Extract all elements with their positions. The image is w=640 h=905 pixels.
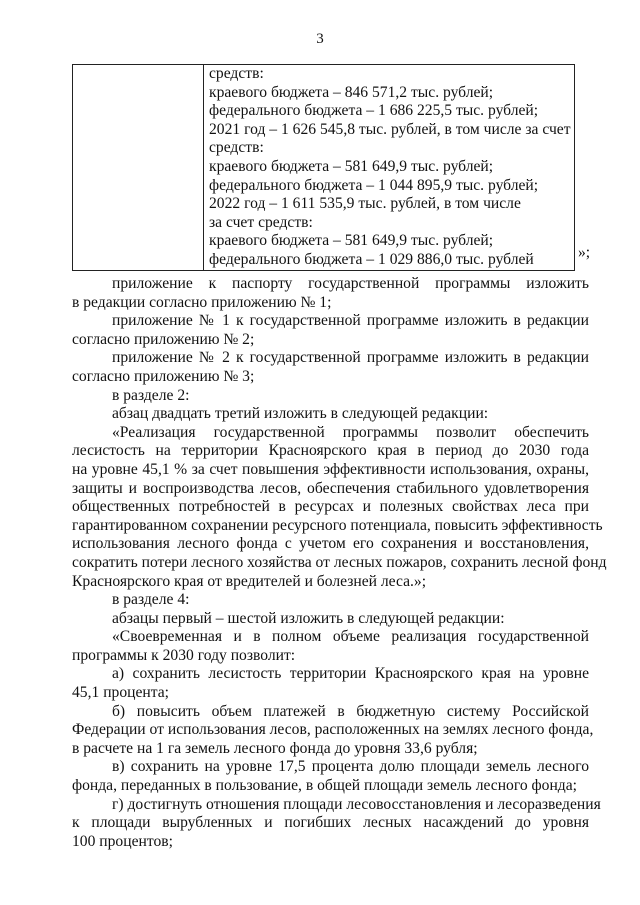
text-line: г) достигнуть отношения площади лесовосстановления и лесоразведения xyxy=(112,795,601,813)
text-line: в разделе 4: xyxy=(112,591,190,609)
text-line: абзацы первый – шестой изложить в следующей редакции: xyxy=(112,609,505,627)
text-line: 100 процентов; xyxy=(72,832,173,850)
text-line: общественных потребностей в ресурсах и полезных свойствах леса при xyxy=(72,498,589,516)
text-line: б) повысить объем платежей в бюджетную систему Российской xyxy=(112,702,589,720)
text-line: Красноярского края от вредителей и болезней леса.»; xyxy=(72,572,427,590)
text-line: согласно приложению № 2; xyxy=(72,330,255,348)
table-right-cell xyxy=(204,65,575,271)
document-body xyxy=(72,275,607,851)
table-line: федерального бюджета – 1 044 895,9 тыс. рублей; xyxy=(209,176,539,194)
table-line: за счет средств: xyxy=(209,213,313,231)
text-line: к площади вырубленных и погибших лесных насаждений до уровня xyxy=(72,814,589,832)
table-line: краевого бюджета – 846 571,2 тыс. рублей; xyxy=(209,83,494,101)
text-line: Федерации от использования лесов, расположенных на землях лесного фонда, xyxy=(72,721,594,739)
text-line: использования лесного фонда с учетом его сохранения и восстановления, xyxy=(72,535,589,553)
text-line: защиты и воспроизводства лесов, обеспечения стабильного удовлетворения xyxy=(72,479,589,497)
table-closing-quote: »; xyxy=(578,244,591,261)
text-line: приложение к паспорту государственной программы изложить xyxy=(112,275,589,292)
text-line: сократить потери лесного хозяйства от лесных пожаров, сохранить лесной фонд xyxy=(72,553,607,571)
table-line: средств: xyxy=(209,139,264,157)
text-line: гарантированном сохранении ресурсного потенциала, повысить эффективность xyxy=(72,516,603,534)
table-line: средств: xyxy=(209,65,264,82)
table-line: 2022 год – 1 611 535,9 тыс. рублей, в том числе xyxy=(209,195,521,213)
text-line: в редакции согласно приложению № 1; xyxy=(72,293,332,311)
text-line: приложение № 1 к государственной программе изложить в редакции xyxy=(112,312,589,330)
table-left-cell xyxy=(73,65,204,271)
text-line: приложение № 2 к государственной программе изложить в редакции xyxy=(112,349,589,367)
text-line: в разделе 2: xyxy=(112,386,190,404)
table-line: федерального бюджета – 1 029 886,0 тыс. рублей xyxy=(209,250,534,268)
text-line: «Реализация государственной программы позволит обеспечить xyxy=(112,423,589,441)
table-line: краевого бюджета – 581 649,9 тыс. рублей; xyxy=(209,157,494,175)
table-line: 2021 год – 1 626 545,8 тыс. рублей, в том числе за счет xyxy=(209,120,571,138)
table-line: федерального бюджета – 1 686 225,5 тыс. рублей; xyxy=(209,102,539,120)
page-number: 3 xyxy=(316,31,324,47)
text-line: программы к 2030 году позволит: xyxy=(72,646,296,664)
text-line: на уровне 45,1 % за счет повышения эффективности использования, охраны, xyxy=(72,460,589,478)
text-line: 45,1 процента; xyxy=(72,684,169,702)
text-line: в расчете на 1 га земель лесного фонда до уровня 33,6 рубля; xyxy=(72,739,478,757)
text-line: абзац двадцать третий изложить в следующей редакции: xyxy=(112,405,489,423)
text-line: «Своевременная и в полном объеме реализация государственной xyxy=(112,628,589,646)
text-line: а) сохранить лесистость территории Красноярского края на уровне xyxy=(112,665,589,683)
text-line: лесистость на территории Красноярского края в период до 2030 года xyxy=(72,442,589,460)
text-line: согласно приложению № 3; xyxy=(72,367,255,385)
financing-table xyxy=(72,64,575,271)
text-line: в) сохранить на уровне 17,5 процента долю площади земель лесного xyxy=(112,758,589,776)
text-line: фонда, переданных в пользование, в общей площади земель лесного фонда; xyxy=(72,777,577,795)
table-line: краевого бюджета – 581 649,9 тыс. рублей; xyxy=(209,232,494,250)
